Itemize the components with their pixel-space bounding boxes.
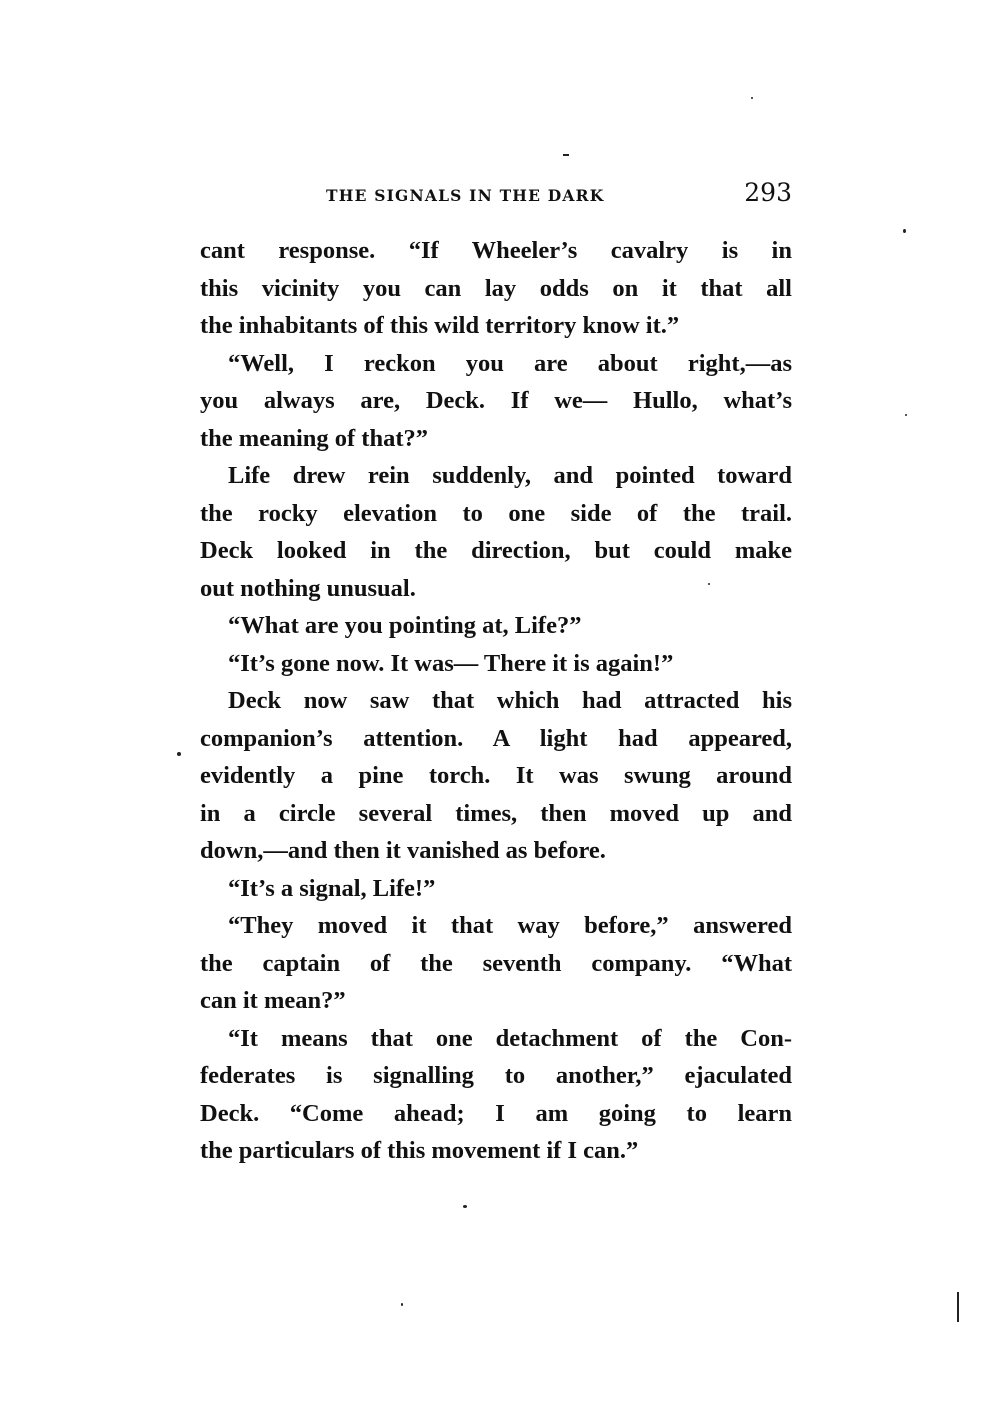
- text-line: the captain of the seventh company. “What: [200, 949, 792, 977]
- text-line: Deck now saw that which had attracted his: [228, 687, 792, 714]
- scan-speck: [463, 1205, 467, 1208]
- text-line: “Well, I reckon you are about right,—as: [228, 349, 792, 377]
- scan-speck: [751, 97, 753, 99]
- text-line: the inhabitants of this wild territory know it.”: [200, 312, 680, 339]
- paragraph: [200, 1020, 792, 1170]
- text-line: Life drew rein suddenly, and pointed toward: [228, 462, 792, 489]
- paragraph: [200, 607, 792, 645]
- text-line: companion’s attention. A light had appeared,: [200, 724, 792, 752]
- paragraph: [200, 232, 792, 345]
- text-line: “They moved it that way before,” answered: [228, 912, 792, 939]
- text-line: you always are, Deck. If we— Hullo, what’s: [200, 387, 792, 414]
- scan-speck: [401, 1303, 403, 1306]
- paragraph: [200, 645, 792, 683]
- scan-speck: [905, 414, 907, 416]
- scan-speck: [957, 1292, 959, 1322]
- text-line: can it mean?”: [200, 987, 346, 1014]
- text-line: federates is signalling to another,” ejaculated: [200, 1062, 792, 1089]
- body-text: [200, 232, 792, 1170]
- text-line: the particulars of this movement if I can.”: [200, 1137, 639, 1164]
- text-line: Deck. “Come ahead; I am going to learn: [200, 1099, 792, 1127]
- scan-speck: [563, 154, 569, 156]
- text-line: Deck looked in the direction, but could make: [200, 537, 792, 564]
- text-line: this vicinity you can lay odds on it that all: [200, 274, 792, 302]
- text-line: out nothing unusual.: [200, 574, 416, 602]
- text-line: in a circle several times, then moved up and: [200, 799, 792, 827]
- text-line: “What are you pointing at, Life?”: [228, 612, 582, 639]
- running-head: [200, 178, 792, 212]
- paragraph: [200, 682, 792, 870]
- text-line: “It’s a signal, Life!”: [228, 874, 436, 902]
- page-number: 293: [744, 178, 792, 207]
- text-line: evidently a pine torch. It was swung around: [200, 762, 792, 789]
- paragraph: [200, 907, 792, 1020]
- paragraph: [200, 345, 792, 458]
- text-line: the rocky elevation to one side of the trail.: [200, 499, 792, 527]
- text-line: “It’s gone now. It was— There it is again!”: [228, 649, 674, 677]
- paragraph: [200, 870, 792, 908]
- text-line: “It means that one detachment of the Con-: [228, 1024, 792, 1052]
- scan-speck: [708, 583, 710, 585]
- text-line: down,—and then it vanished as before.: [200, 837, 606, 864]
- text-line: cant response. “If Wheeler’s cavalry is in: [200, 237, 792, 264]
- text-line: the meaning of that?”: [200, 424, 428, 452]
- paragraph: [200, 457, 792, 607]
- scan-speck: [177, 752, 181, 756]
- running-title: THE SIGNALS IN THE DARK: [326, 186, 605, 205]
- scan-speck: [903, 229, 906, 233]
